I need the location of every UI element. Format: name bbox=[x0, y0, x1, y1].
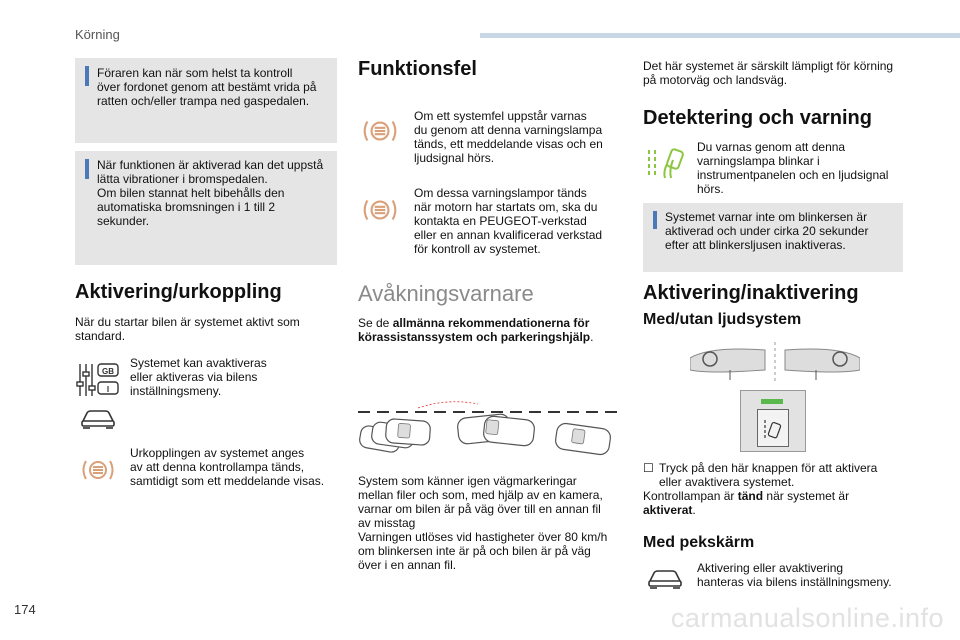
status-mid: när systemet är bbox=[763, 489, 850, 503]
subheading-with-audio: Med/utan ljudsystem bbox=[643, 311, 802, 328]
status-bold: tänd bbox=[737, 489, 764, 503]
lane-departure-reference bbox=[358, 316, 628, 344]
info-note-text: Systemet varnar inte om blinkersen är aktiverad och under cirka 20 sekunder efter att blinkersljusen inaktiveras. bbox=[665, 210, 869, 252]
info-note-bar bbox=[85, 159, 89, 179]
settings-menu-icon bbox=[76, 360, 122, 400]
reference-suffix: . bbox=[590, 330, 594, 344]
detection-item: Du varnas genom att denna varningslampa blinkar i instrumentpanelen och en ljudsignal hörs. bbox=[697, 140, 889, 196]
status-prefix: Kontrollampan är bbox=[643, 489, 738, 503]
car-icon bbox=[647, 566, 683, 590]
section-heading-toggle: Aktivering/inaktivering bbox=[643, 282, 859, 304]
info-note-bar bbox=[85, 66, 89, 86]
lane-warning-icon bbox=[645, 146, 687, 182]
warning-lamp-icon bbox=[361, 195, 399, 225]
info-note-2 bbox=[75, 151, 337, 265]
section-heading-detection: Detektering och varning bbox=[643, 107, 872, 129]
car-icon bbox=[80, 406, 116, 430]
settings-icon-label-bottom: I bbox=[106, 385, 110, 394]
touchscreen-item: Aktivering eller avaktivering hanteras via bilens inställningsmeny. bbox=[697, 561, 892, 589]
toggle-status bbox=[643, 489, 913, 517]
reference-prefix: Se de bbox=[358, 316, 393, 330]
section-heading-malfunction: Funktionsfel bbox=[358, 58, 477, 80]
section-title: Körning bbox=[75, 27, 120, 42]
lane-departure-description: System som känner igen vägmarkeringar mellan filer och som, med hjälp av en kamera, varnar om bilen är på väg över till en annan fil av misstag Varningen utlöses vid hastigheter över 80 km/h om blinkersen inte är på och bilen är på väg över i en annan fil. bbox=[358, 474, 608, 572]
lane-departure-illustration bbox=[358, 394, 620, 464]
toggle-bullet-text: Tryck på den här knappen för att aktivera eller avaktivera systemet. bbox=[659, 461, 878, 489]
warning-lamp-icon bbox=[80, 456, 116, 484]
info-note-text: Föraren kan när som helst ta kontroll över fordonet genom att bestämt vrida på ratten och/eller trampa ned gaspedalen. bbox=[97, 66, 317, 108]
reference-link: allmänna rekommendationerna för körassistanssystem och parkeringshjälp bbox=[358, 316, 591, 344]
page-number: 174 bbox=[14, 602, 36, 617]
status-suffix: . bbox=[692, 503, 696, 517]
info-note-blinker bbox=[643, 203, 903, 272]
watermark: carmanualsonline.info bbox=[670, 603, 944, 633]
subheading-touchscreen: Med pekskärm bbox=[643, 534, 755, 551]
section-heading-lane-departure: Avåkningsvarnare bbox=[358, 281, 534, 306]
activation-item-lamp: Urkopplingen av systemet anges av att denna kontrollampa tänds, samtidigt som ett meddelande visas. bbox=[130, 446, 325, 488]
dashboard-illustration bbox=[690, 340, 860, 385]
system-suitability: Det här systemet är särskilt lämpligt för körning på motorväg och landsväg. bbox=[643, 59, 894, 87]
info-note-text: När funktionen är aktiverad kan det uppstå lätta vibrationer i bromspedalen. Om bilen stannat helt bibehålls den automatiska bromsningen i 1 till 2 sekunder. bbox=[97, 158, 324, 228]
warning-lamp-icon bbox=[361, 116, 399, 146]
header-bar bbox=[480, 33, 960, 38]
lane-button-indicator bbox=[761, 399, 783, 404]
activation-intro: När du startar bilen är systemet aktivt som standard. bbox=[75, 315, 300, 343]
section-heading-activation: Aktivering/urkoppling bbox=[75, 281, 282, 303]
info-note-1 bbox=[75, 58, 337, 143]
malfunction-item-1: Om ett systemfel uppstår varnas du genom att denna varningslampa tänds, ett meddelande visas och en ljudsignal hörs. bbox=[414, 109, 603, 165]
activation-item-settings: Systemet kan avaktiveras eller aktiveras via bilens inställningsmeny. bbox=[130, 356, 267, 398]
malfunction-item-2: Om dessa varningslampor tänds när motorn har startats om, ska du kontakta en PEUGEOT-verkstad eller en annan kvalificerad verkstad för kontroll av systemet. bbox=[414, 186, 603, 256]
bullet-icon: ☐ bbox=[643, 461, 654, 475]
status-bold-2: aktiverat bbox=[643, 503, 693, 517]
info-note-bar bbox=[653, 211, 657, 229]
toggle-instruction bbox=[643, 461, 913, 517]
settings-icon-label-top: GB bbox=[102, 367, 114, 376]
lane-button-icon bbox=[762, 418, 782, 442]
